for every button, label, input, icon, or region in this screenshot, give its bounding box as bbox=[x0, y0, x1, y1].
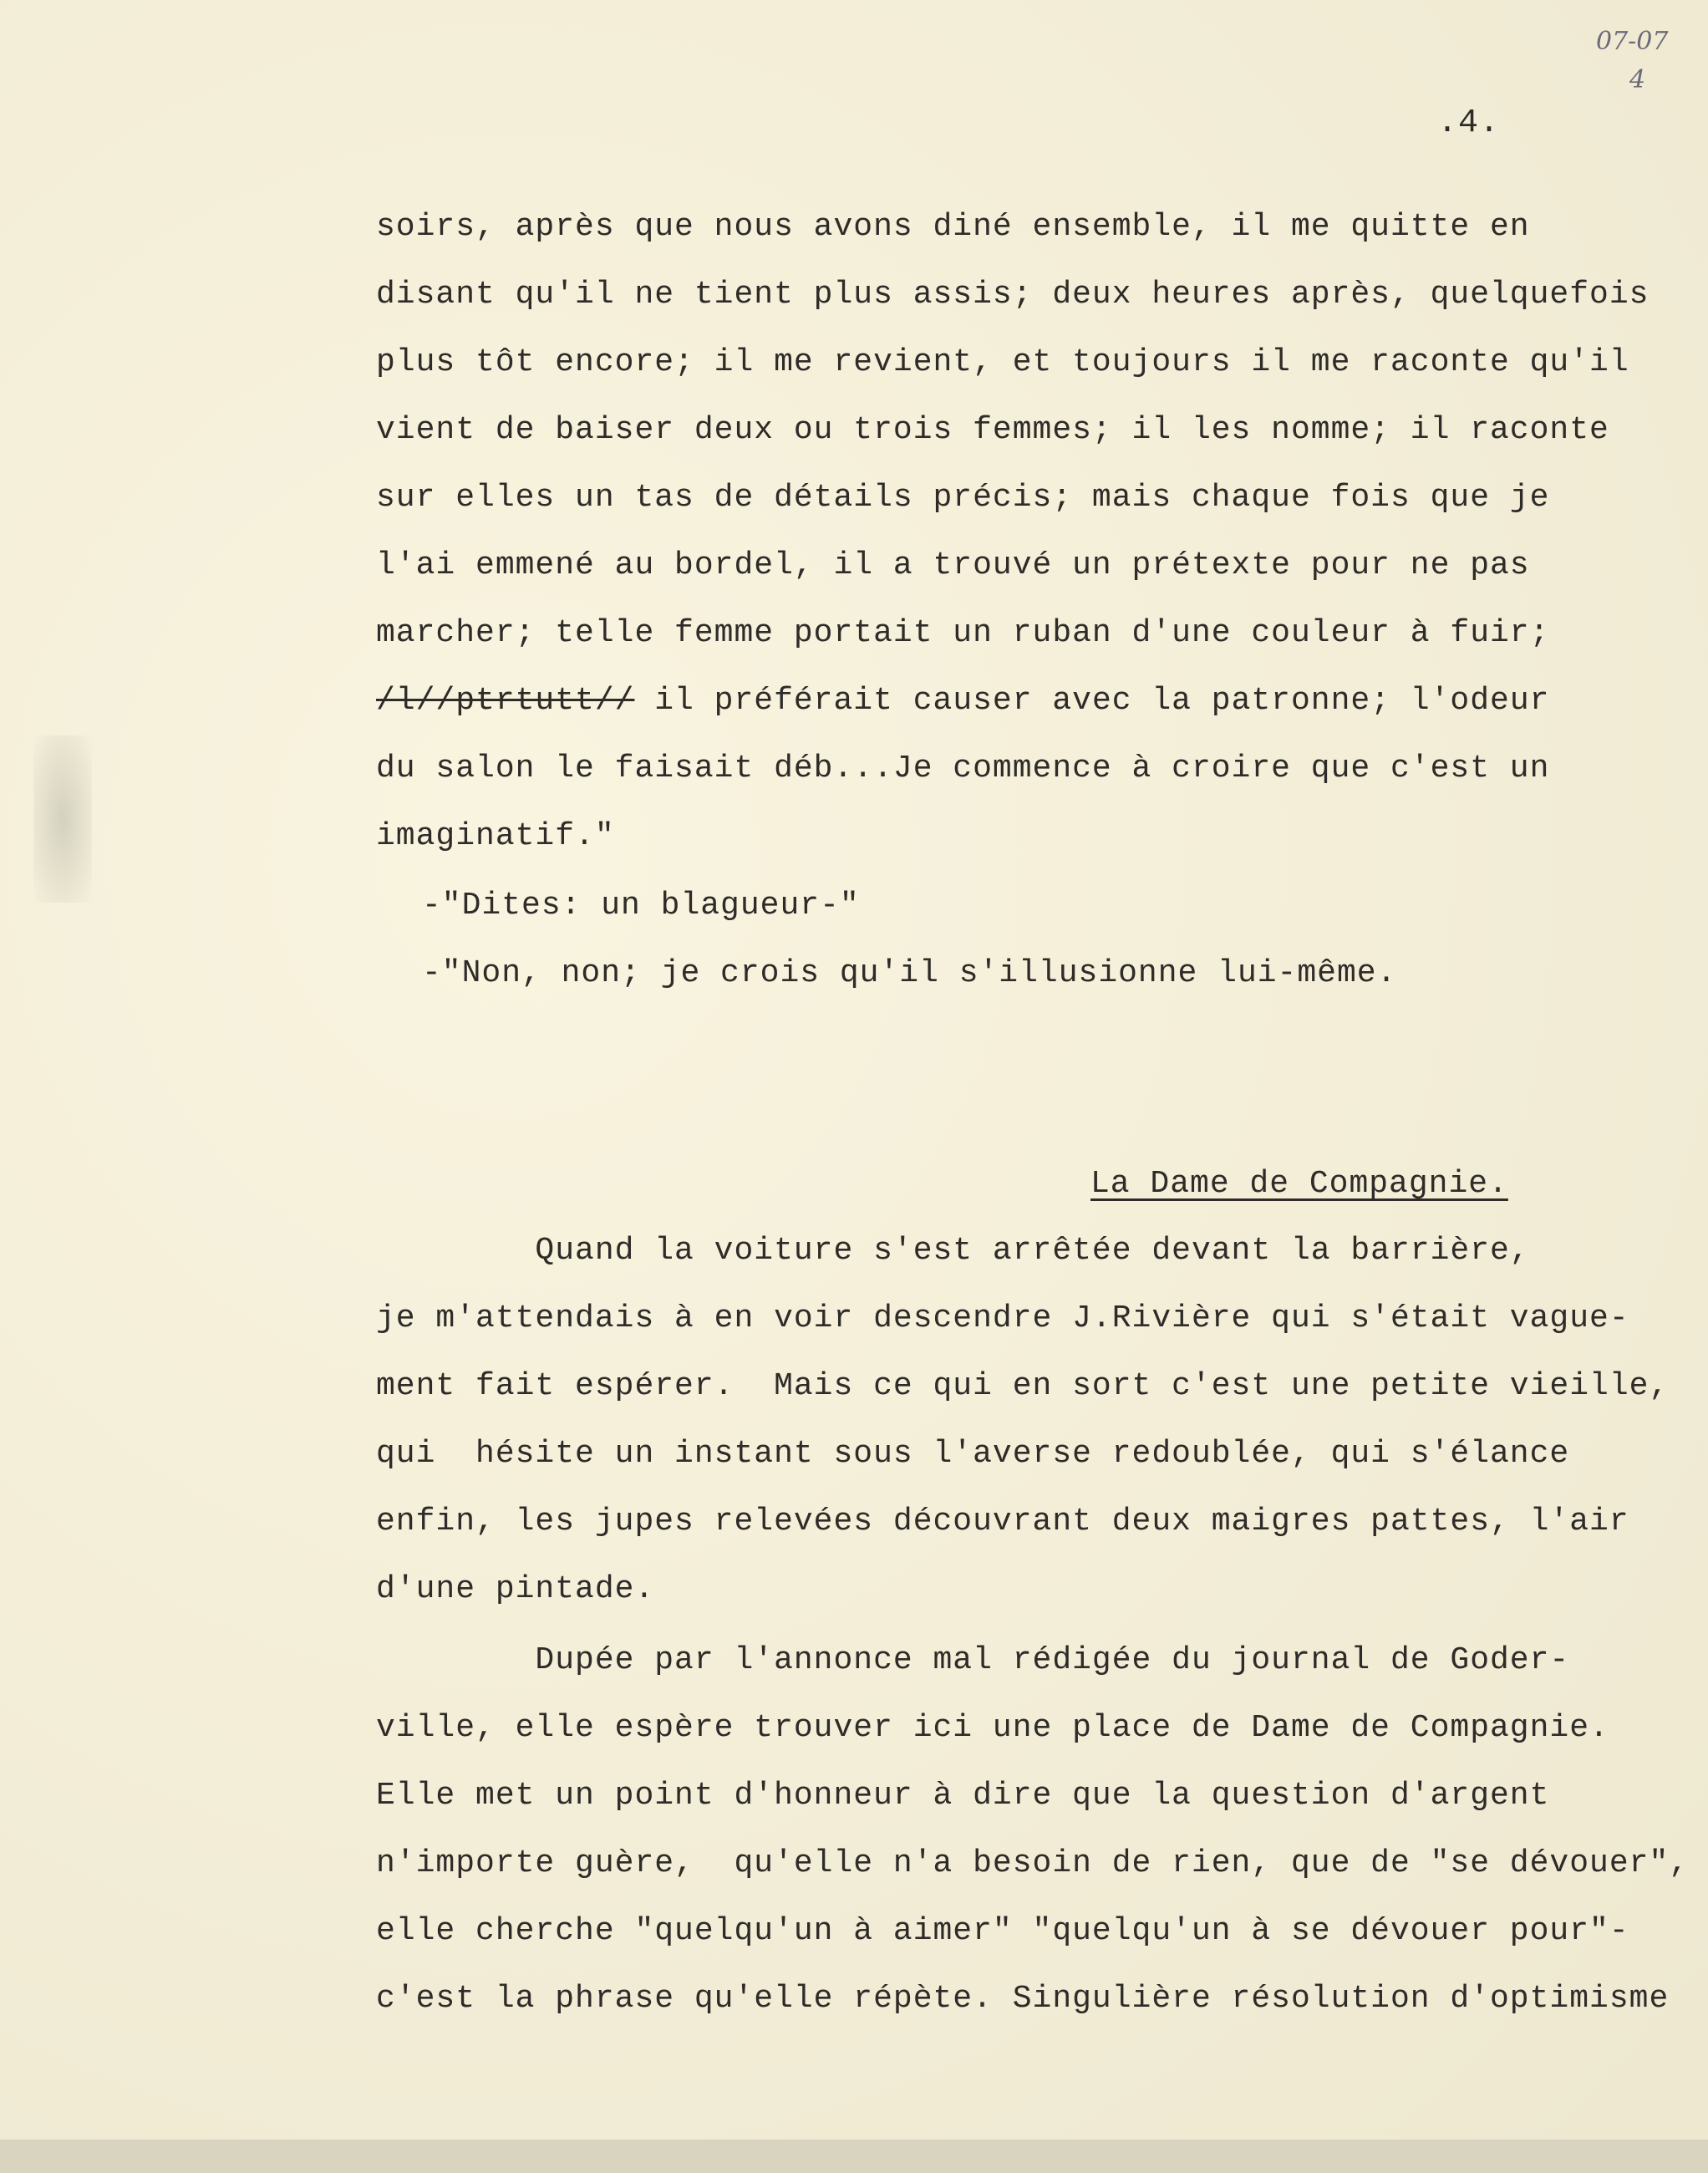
dialogue-line: -"Dites: un blagueur-" bbox=[422, 888, 860, 924]
text-line: ville, elle espère trouver ici une place de Dame de Compagnie. bbox=[376, 1710, 1609, 1746]
struck-out-text: /l//ptrtutt// bbox=[376, 683, 635, 719]
section-title: La Dame de Compagnie. bbox=[1090, 1166, 1508, 1202]
archive-code: 07-07 bbox=[1596, 27, 1669, 56]
text-line: sur elles un tas de détails précis; mais chaque fois que je bbox=[376, 480, 1550, 516]
text-line bbox=[376, 683, 1549, 719]
text-line: ment fait espérer. Mais ce qui en sort c'est une petite vieille, bbox=[376, 1368, 1670, 1404]
text-line: plus tôt encore; il me revient, et toujours il me raconte qu'il bbox=[376, 344, 1629, 380]
text-line: enfin, les jupes relevées découvrant deux maigres pattes, l'air bbox=[376, 1504, 1629, 1539]
text-line: d'une pintade. bbox=[376, 1571, 655, 1607]
scan-bottom-margin bbox=[0, 2140, 1708, 2173]
archive-folio: 4 bbox=[1629, 65, 1646, 94]
text-line: qui hésite un instant sous l'averse redoublée, qui s'élance bbox=[376, 1436, 1570, 1472]
text-line: n'importe guère, qu'elle n'a besoin de rien, que de "se dévouer", bbox=[376, 1845, 1690, 1881]
text-line: Elle met un point d'honneur à dire que la question d'argent bbox=[376, 1778, 1550, 1814]
text-line: soirs, après que nous avons diné ensemble, il me quitte en bbox=[376, 209, 1530, 245]
text-line: c'est la phrase qu'elle répète. Singulière résolution d'optimisme bbox=[376, 1981, 1670, 2017]
page-number: .4. bbox=[1437, 104, 1501, 142]
text-line: elle cherche "quelqu'un à aimer" "quelqu'un à se dévouer pour"- bbox=[376, 1913, 1629, 1949]
dialogue-line: -"Non, non; je crois qu'il s'illusionne lui-même. bbox=[422, 955, 1397, 991]
text-span: il préférait causer avec la patronne; l'odeur bbox=[634, 683, 1550, 719]
text-line: je m'attendais à en voir descendre J.Rivière qui s'était vague- bbox=[376, 1300, 1629, 1336]
paper-stain bbox=[33, 735, 92, 903]
text-line: Quand la voiture s'est arrêtée devant la barrière, bbox=[376, 1233, 1530, 1269]
text-line: Dupée par l'annonce mal rédigée du journal de Goder- bbox=[376, 1642, 1570, 1678]
text-line: vient de baiser deux ou trois femmes; il les nomme; il raconte bbox=[376, 412, 1609, 448]
text-line: imaginatif." bbox=[376, 818, 615, 854]
text-line: l'ai emmené au bordel, il a trouvé un prétexte pour ne pas bbox=[376, 547, 1530, 583]
text-line: du salon le faisait déb...Je commence à croire que c'est un bbox=[376, 751, 1550, 786]
text-line: marcher; telle femme portait un ruban d'une couleur à fuir; bbox=[376, 615, 1550, 651]
text-line: disant qu'il ne tient plus assis; deux heures après, quelquefois bbox=[376, 277, 1650, 313]
